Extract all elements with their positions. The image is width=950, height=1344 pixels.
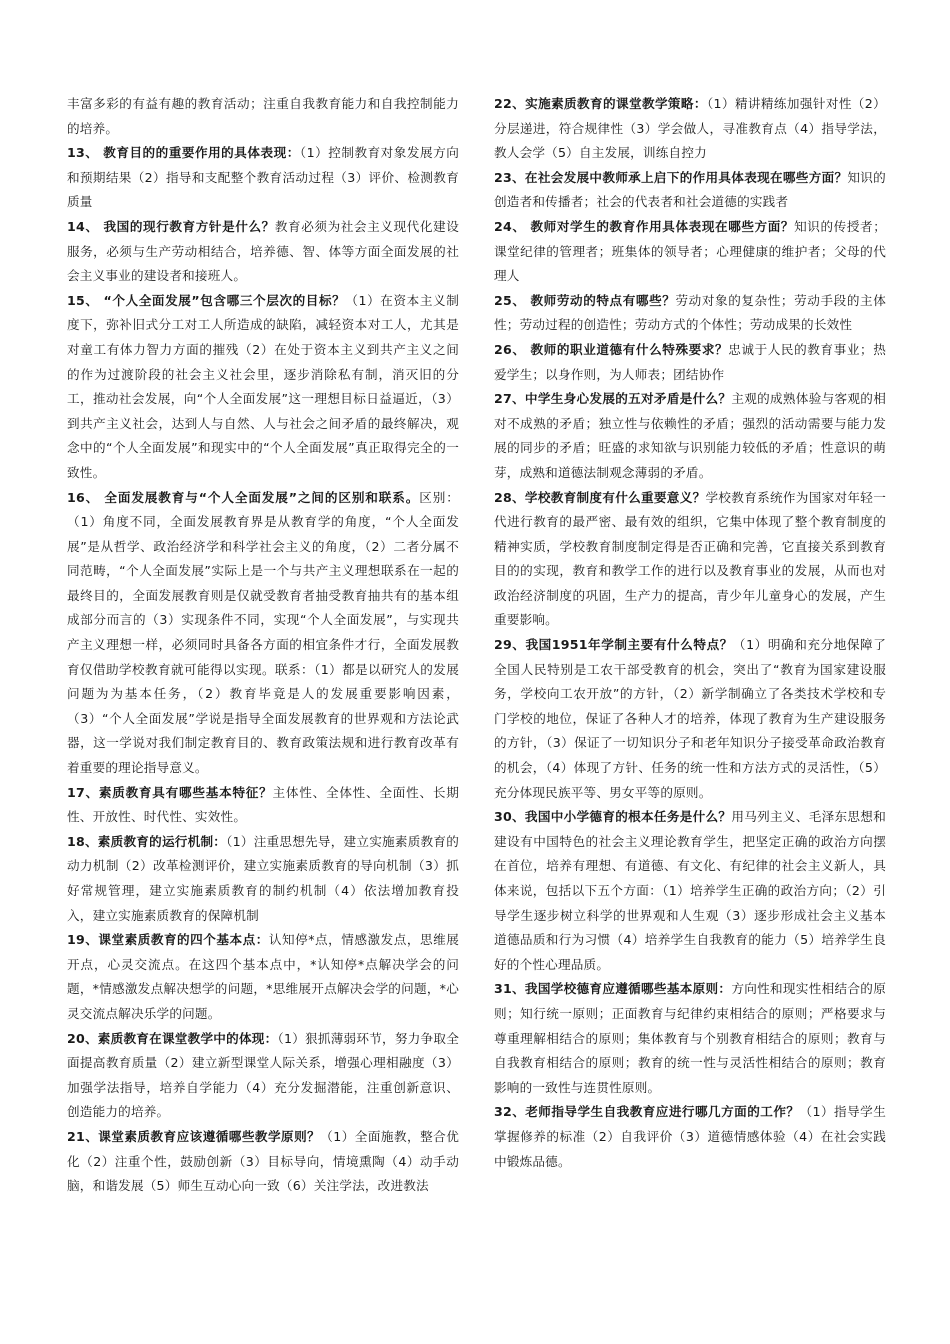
- paragraph-q27: [494, 387, 886, 485]
- question-heading: 25、 教师劳动的特点有哪些？: [494, 292, 676, 308]
- answer-text: （1）注重思想先导，建立实施素质教育的动力机制（2）改革检测评价，建立实施素质教育的导向机制（3）抓好常规管理，建立实施素质教育的制约机制（4）依法增加教育投入，建立实施素质教育的保障机制: [67, 833, 459, 923]
- question-heading: 24、 教师对学生的教育作用具体表现在哪些方面？: [494, 218, 795, 234]
- question-heading: 28、学校教育制度有什么重要意义？: [494, 489, 706, 505]
- paragraph-q14: [67, 215, 459, 289]
- paragraph-continuation: [67, 92, 459, 141]
- paragraph-q19: [67, 928, 459, 1026]
- question-heading: 30、我国中小学德育的根本任务是什么？: [494, 809, 732, 825]
- paragraph-q28: [494, 486, 886, 634]
- paragraph-q23: [494, 166, 886, 215]
- answer-text: 丰富多彩的有益有趣的教育活动；注重自我教育能力和自我控制能力的培养。: [67, 96, 459, 136]
- question-heading: 22、实施素质教育的课堂教学策略：: [494, 96, 707, 111]
- question-heading: 23、在社会发展中教师承上启下的作用具体表现在哪些方面？: [494, 169, 848, 185]
- paragraph-q17: [67, 781, 459, 830]
- answer-text: 主体性、全体性、全面性、长期性、开放性、时代性、实效性。: [67, 784, 459, 825]
- answer-text: （1）狠抓薄弱环节，努力争取全面提高教育质量（2）建立新型课堂人际关系，增强心理相融度（3）加强学法指导，培养自学能力（4）充分发掘潜能，注重创新意识、创造能力的培养。: [67, 1030, 459, 1120]
- answer-text: （1）指导学生掌握修养的标准（2）自我评价（3）道德情感体验（4）在社会实践中锻炼品德。: [494, 1104, 886, 1169]
- paragraph-q18: [67, 830, 459, 928]
- paragraph-q30: [494, 805, 886, 977]
- paragraph-q21: [67, 1125, 459, 1199]
- paragraph-q16: [67, 486, 459, 781]
- question-heading: 17、素质教育具有哪些基本特征？: [67, 784, 273, 800]
- question-heading: 16、 全面发展教育与“个人全面发展”之间的区别和联系。: [67, 489, 420, 505]
- answer-text: （1）明确和充分地保障了全国人民特别是工农干部受教育的机会，突出了“教育为国家建设服务，学校向工农开放”的方针，（2）新学制确立了各类技术学校和专门学校的地位，保证了各种人才的培养，体现了教育为生产建设服务的方针，（3）保证了一切知识分子和老年知识分子接受革命政治教育的机会，（4）体现了方针、任务的统一性和方法方式的灵活性，（5）充分体现民族平等、男女平等的原则。: [494, 637, 887, 800]
- question-heading: 21、课堂素质教育应该遵循哪些教学原则？: [67, 1128, 321, 1144]
- paragraph-q22: [494, 92, 886, 166]
- paragraph-q29: [494, 633, 886, 805]
- answer-text: 区别：（1）角度不同，全面发展教育界是从教育学的角度，“个人全面发展”是从哲学、政治经济学和科学社会主义的角度，（2）二者分属不同范畴，“个人全面发展”实际上是一个与共产主义理想联系在一起的最终目的，全面发展教育则是仅就受教育者抽受教育抽共有的基本组成部分而言的（3）实现条件不同，实现“个人全面发展”，与实现共产主义理想一样，必须同时具备各方面的相宜条件才行，全面发展教育仅借助学校教育就可能得以实现。联系：（1）都是以研究人的发展问题为为基本任务，（2）教育毕竟是人的发展重要影响因素，（3）“个人全面发展”学说是指导全面发展教育的世界观和方法论武器，这一学说对我们制定教育目的、教育政策法规和进行教育改革有着重要的理论指导意义。: [67, 489, 459, 776]
- question-heading: 32、老师指导学生自我教育应进行哪几方面的工作？: [494, 1104, 800, 1120]
- question-heading: 13、 教育目的的重要作用的具体表现：: [67, 145, 300, 161]
- answer-text: 学校教育系统作为国家对年轻一代进行教育的最严密、最有效的组织，它集中体现了整个教育制度的精神实质，学校教育制度制定得是否正确和完善，它直接关系到教育目的的实现，教育和教学工作的进行以及教育事业的发展，从而也对政治经济制度的巩固，生产力的提高，青少年儿童身心的发展，产生重要影响。: [494, 489, 886, 628]
- left-column: [67, 92, 459, 1199]
- paragraph-q31: [494, 977, 886, 1100]
- question-heading: 14、 我国的现行教育方针是什么？: [67, 218, 275, 234]
- question-heading: 18、素质教育的运行机制：: [67, 833, 227, 849]
- question-heading: 20、素质教育在课堂教学中的体现：: [67, 1030, 278, 1046]
- paragraph-q26: [494, 338, 886, 387]
- answer-text: 知识的创造者和传播者；社会的代表者和社会道德的实践者: [494, 169, 886, 210]
- answer-text: 教育必须为社会主义现代化建设服务，必须与生产劳动相结合，培养德、智、体等方面全面发展的社会主义事业的建设者和接班人。: [67, 218, 459, 284]
- paragraph-q15: [67, 289, 459, 486]
- answer-text: 认知停*点，情感激发点，思维展开点，心灵交流点。在这四个基本点中，*认知停*点解决学会的问题，*情感激发点解决想学的问题，*思维展开点解决会学的问题，*心灵交流点解决乐学的问题。: [67, 932, 459, 1021]
- answer-text: 用马列主义、毛泽东思想和建设有中国特色的社会主义理论教育学生，把坚定正确的政治方向摆在首位，培养有理想、有道德、有文化、有纪律的社会主义新人，具体来说，包括以下五个方面：（1）培养学生正确的政治方向；（2）引导学生逐步树立科学的世界观和人生观（3）逐步形成社会主义基本道德品质和行为习惯（4）培养学生自我教育的能力（5）培养学生良好的个性心理品质。: [494, 809, 886, 972]
- question-heading: 15、 “个人全面发展”包含哪三个层次的目标？: [67, 292, 346, 308]
- answer-text: （1）控制教育对象发展方向和预期结果（2）指导和支配整个教育活动过程（3）评价、检测教育质量: [67, 145, 460, 210]
- paragraph-q20: [67, 1027, 459, 1125]
- answer-text: 主观的成熟体验与客观的相对不成熟的矛盾；独立性与依赖性的矛盾；强烈的活动需要与能力发展的同步的矛盾；旺盛的求知欲与识别能力较低的矛盾；性意识的萌芽，成熟和道德法制观念薄弱的矛盾。: [494, 391, 886, 480]
- question-heading: 27、中学生身心发展的五对矛盾是什么？: [494, 391, 732, 407]
- answer-text: （1）全面施教，整合优化（2）注重个性，鼓励创新（3）目标导向，情境熏陶（4）动手动脑，和谐发展（5）师生互动心向一致（6）关注学法，改进教法: [67, 1128, 459, 1194]
- question-heading: 26、 教师的职业道德有什么特殊要求？: [494, 341, 729, 357]
- answer-text: 知识的传授者；课堂纪律的管理者；班集体的领导者；心理健康的维护者；父母的代理人: [494, 218, 886, 284]
- question-heading: 29、我国1951年学制主要有什么特点？: [494, 637, 733, 653]
- question-heading: 19、课堂素质教育的四个基本点：: [67, 932, 269, 948]
- right-column: [494, 92, 886, 1174]
- paragraph-q24: [494, 215, 886, 289]
- paragraph-q13: [67, 141, 459, 215]
- answer-text: （1）在资本主义制度下，弥补旧式分工对工人所造成的缺陷，减轻资本对工人，尤其是对童工有体力智力方面的摧残（2）在处于资本主义到共产主义之间的作为过渡阶段的社会主义社会里，逐步消除私有制，消灭旧的分工，推动社会发展，向“个人全面发展”这一理想目标日益逼近，（3）到共产主义社会，达到人与自然、人与社会之间矛盾的最终解决，观念中的“个人全面发展”和现实中的“个人全面发展”真正取得完全的一致性。: [67, 292, 459, 480]
- answer-text: 劳动对象的复杂性；劳动手段的主体性；劳动过程的创造性；劳动方式的个体性；劳动成果的长效性: [494, 292, 886, 333]
- answer-text: 忠诚于人民的教育事业；热爱学生；以身作则，为人师表；团结协作: [494, 341, 886, 382]
- answer-text: 方向性和现实性相结合的原则；知行统一原则；正面教育与纪律约束相结合的原则；严格要求与尊重理解相结合的原则；集体教育与个别教育相结合的原则；教育与自我教育相结合的原则；教育的统一性与灵活性相结合的原则；教育影响的一致性与连贯性原则。: [494, 981, 886, 1095]
- paragraph-q25: [494, 289, 886, 338]
- question-heading: 31、我国学校德育应遵循哪些基本原则：: [494, 981, 732, 997]
- paragraph-q32: [494, 1100, 886, 1174]
- answer-text: （1）精讲精练加强针对性（2）分层递进，符合规律性（3）学会做人，寻准教育点（4）指导学法，教人会学（5）自主发展，训练自控力: [494, 96, 886, 161]
